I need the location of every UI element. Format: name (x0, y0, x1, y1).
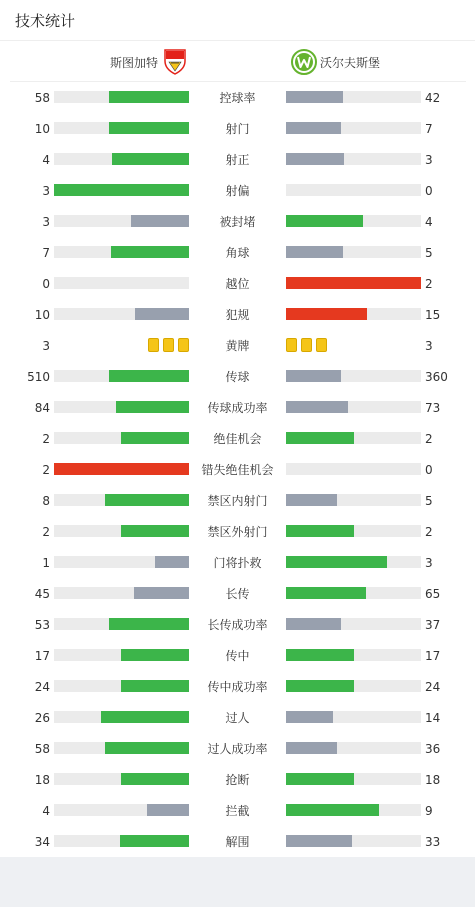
stats-list (0, 82, 475, 857)
home-bar-fill (109, 370, 189, 382)
stat-row (0, 330, 475, 361)
home-value: 17 (34, 648, 50, 663)
home-bar-track (54, 742, 189, 754)
away-value: 17 (425, 648, 441, 663)
stat-label: 抢断 (225, 773, 250, 787)
home-value: 84 (34, 400, 50, 415)
home-bar-fill (109, 122, 189, 134)
home-bar-track (54, 525, 189, 537)
home-value: 10 (34, 121, 50, 136)
home-bar-fill (116, 401, 189, 413)
stat-label: 门将扑救 (213, 556, 262, 570)
home-bar-track (54, 308, 189, 320)
stat-label: 过人成功率 (207, 742, 268, 756)
stat-row (0, 206, 475, 237)
home-bar-track (54, 401, 189, 413)
away-value: 2 (425, 524, 433, 539)
home-bar-track (54, 215, 189, 227)
away-bar-fill (286, 618, 341, 630)
away-bar-track (286, 680, 421, 692)
home-bar-track (54, 711, 189, 723)
stat-row (0, 671, 475, 702)
stat-label: 解围 (225, 835, 250, 849)
home-value: 45 (34, 586, 50, 601)
yellow-card-icon (301, 338, 312, 352)
away-bar-track (286, 308, 421, 320)
away-bar-fill (286, 711, 333, 723)
away-value: 36 (425, 741, 441, 756)
home-bar-track (54, 463, 189, 475)
away-value: 15 (425, 307, 441, 322)
stat-label: 黄牌 (225, 339, 250, 353)
home-bar-fill (121, 649, 189, 661)
away-bar-track (286, 618, 421, 630)
away-bar-track (286, 370, 421, 382)
home-value: 4 (42, 803, 50, 818)
stat-label: 犯规 (225, 308, 250, 322)
away-bar-fill (286, 742, 337, 754)
away-value: 9 (425, 803, 433, 818)
home-bar-track (54, 184, 189, 196)
stat-row (0, 175, 475, 206)
home-value: 10 (34, 307, 50, 322)
stat-label: 传中 (225, 649, 250, 663)
away-bar-track (286, 525, 421, 537)
away-bar-track (286, 463, 421, 475)
yellow-card-icon (163, 338, 174, 352)
away-bar-track (286, 215, 421, 227)
stat-label: 过人 (225, 711, 250, 725)
away-bar-track (286, 773, 421, 785)
away-value: 18 (425, 772, 441, 787)
home-value: 18 (34, 772, 50, 787)
away-bar-track (286, 587, 421, 599)
stat-row (0, 702, 475, 733)
away-bar-fill (286, 246, 343, 258)
home-bar-fill (109, 91, 189, 103)
home-bar-track (54, 432, 189, 444)
home-bar-track (54, 804, 189, 816)
home-value: 24 (34, 679, 50, 694)
stat-row (0, 454, 475, 485)
stat-label: 长传 (225, 587, 250, 601)
away-bar-track (286, 556, 421, 568)
stat-label: 传球成功率 (207, 401, 268, 415)
home-value: 510 (27, 369, 50, 384)
home-value: 58 (34, 741, 50, 756)
away-team[interactable] (291, 49, 380, 75)
home-bar-fill (121, 432, 189, 444)
away-bar-track (286, 122, 421, 134)
away-value: 0 (425, 462, 433, 477)
home-value: 3 (42, 338, 50, 353)
away-bar-track (286, 649, 421, 661)
stat-row (0, 392, 475, 423)
away-value: 42 (425, 90, 441, 105)
home-value: 4 (42, 152, 50, 167)
stats-header (0, 0, 475, 41)
stat-label: 拦截 (225, 804, 250, 818)
stat-row (0, 144, 475, 175)
away-bar-track (286, 153, 421, 165)
home-value: 58 (34, 90, 50, 105)
stat-row (0, 609, 475, 640)
stat-label: 角球 (225, 246, 250, 260)
away-bar-fill (286, 525, 354, 537)
away-bar-fill (286, 494, 337, 506)
away-team-name: 沃尔夫斯堡 (320, 55, 381, 70)
away-value: 73 (425, 400, 441, 415)
home-bar-fill (111, 246, 189, 258)
away-bar-fill (286, 432, 354, 444)
away-value: 5 (425, 493, 433, 508)
home-value: 26 (34, 710, 50, 725)
home-bar-track (54, 277, 189, 289)
away-value: 3 (425, 338, 433, 353)
home-bar-track (54, 556, 189, 568)
stat-row (0, 485, 475, 516)
home-value: 2 (42, 431, 50, 446)
away-value: 360 (425, 369, 448, 384)
home-bar-track (54, 153, 189, 165)
home-bar-fill (135, 308, 189, 320)
home-bar-fill (134, 587, 189, 599)
stat-row (0, 826, 475, 857)
home-bar-track (54, 370, 189, 382)
away-bar-track (286, 401, 421, 413)
away-bar-fill (286, 556, 387, 568)
home-bar-fill (121, 525, 189, 537)
yellow-card-icon (148, 338, 159, 352)
away-bar-track (286, 91, 421, 103)
away-bar-fill (286, 587, 366, 599)
away-bar-track (286, 742, 421, 754)
home-value: 2 (42, 524, 50, 539)
away-bar-fill (286, 680, 354, 692)
home-bar-track (54, 122, 189, 134)
away-bar-track (286, 277, 421, 289)
stat-label: 传中成功率 (207, 680, 268, 694)
home-bar-fill (101, 711, 189, 723)
away-bar-fill (286, 122, 341, 134)
home-bar-track (54, 618, 189, 630)
home-team[interactable] (110, 49, 188, 75)
home-value: 8 (42, 493, 50, 508)
away-bar-track (286, 804, 421, 816)
home-bar-fill (54, 184, 189, 196)
away-bar-track (286, 184, 421, 196)
home-bar-fill (109, 618, 189, 630)
away-value: 3 (425, 152, 433, 167)
home-bar-track (54, 773, 189, 785)
home-value: 0 (42, 276, 50, 291)
away-bar-fill (286, 835, 352, 847)
stat-label: 绝佳机会 (213, 432, 262, 446)
away-value: 14 (425, 710, 441, 725)
page-footer (0, 857, 475, 907)
away-bar-fill (286, 773, 354, 785)
home-bar-fill (155, 556, 189, 568)
home-value: 53 (34, 617, 50, 632)
stat-label: 射正 (225, 153, 250, 167)
stat-row (0, 640, 475, 671)
away-value: 2 (425, 276, 433, 291)
stat-label: 控球率 (219, 91, 256, 105)
away-bar-fill (286, 308, 367, 320)
home-bar-fill (147, 804, 189, 816)
home-bar-fill (121, 680, 189, 692)
home-value: 2 (42, 462, 50, 477)
home-bar-fill (54, 463, 189, 475)
home-bar-track (54, 246, 189, 258)
home-bar-fill (121, 773, 189, 785)
home-bar-fill (112, 153, 189, 165)
teams-bar (10, 41, 466, 82)
away-value: 4 (425, 214, 433, 229)
away-bar-fill (286, 91, 343, 103)
stat-row (0, 764, 475, 795)
away-bar-fill (286, 804, 379, 816)
away-bar-fill (286, 153, 344, 165)
stat-row (0, 578, 475, 609)
away-value: 3 (425, 555, 433, 570)
home-value: 3 (42, 183, 50, 198)
stat-label: 禁区外射门 (207, 525, 268, 539)
stat-label: 错失绝佳机会 (201, 463, 274, 477)
home-bar-fill (131, 215, 189, 227)
away-value: 0 (425, 183, 433, 198)
home-bar-track (54, 587, 189, 599)
away-bar-fill (286, 401, 348, 413)
stat-row (0, 733, 475, 764)
page-title: 技术统计 (15, 11, 76, 30)
yellow-card-icon (286, 338, 297, 352)
stat-label: 禁区内射门 (207, 494, 268, 508)
stat-row (0, 795, 475, 826)
stat-row (0, 113, 475, 144)
away-bar-track (286, 835, 421, 847)
home-bar-track (54, 649, 189, 661)
home-bar-track (54, 835, 189, 847)
home-bar-fill (105, 742, 189, 754)
away-value: 2 (425, 431, 433, 446)
stat-row (0, 299, 475, 330)
home-value: 1 (42, 555, 50, 570)
away-value: 65 (425, 586, 441, 601)
stat-label: 长传成功率 (207, 618, 268, 632)
stat-row (0, 237, 475, 268)
yellow-card-icon (178, 338, 189, 352)
stat-row (0, 82, 475, 113)
home-value: 3 (42, 214, 50, 229)
stat-row (0, 547, 475, 578)
away-yellow-cards (286, 338, 327, 352)
home-value: 34 (34, 834, 50, 849)
home-value: 7 (42, 245, 50, 260)
away-value: 37 (425, 617, 441, 632)
away-value: 24 (425, 679, 441, 694)
yellow-card-icon (316, 338, 327, 352)
home-bar-track (54, 91, 189, 103)
stat-row (0, 361, 475, 392)
away-value: 33 (425, 834, 441, 849)
stat-label: 越位 (225, 277, 250, 291)
away-bar-fill (286, 277, 421, 289)
away-bar-track (286, 432, 421, 444)
stat-row (0, 423, 475, 454)
stat-row (0, 268, 475, 299)
stat-row (0, 516, 475, 547)
away-bar-fill (286, 649, 354, 661)
home-bar-track (54, 494, 189, 506)
home-yellow-cards (148, 338, 189, 352)
away-bar-track (286, 711, 421, 723)
wolfsburg-crest-icon (291, 49, 317, 75)
away-value: 5 (425, 245, 433, 260)
stat-label: 射门 (225, 122, 250, 136)
away-bar-fill (286, 370, 341, 382)
stuttgart-crest-icon (162, 49, 188, 75)
away-value: 7 (425, 121, 433, 136)
stat-label: 被封堵 (219, 215, 256, 229)
home-team-name: 斯图加特 (109, 55, 158, 70)
away-bar-fill (286, 215, 363, 227)
home-bar-track (54, 680, 189, 692)
home-bar-fill (105, 494, 189, 506)
stat-label: 射偏 (225, 184, 250, 198)
away-bar-track (286, 494, 421, 506)
away-bar-track (286, 246, 421, 258)
home-bar-fill (120, 835, 189, 847)
stat-label: 传球 (225, 370, 250, 384)
